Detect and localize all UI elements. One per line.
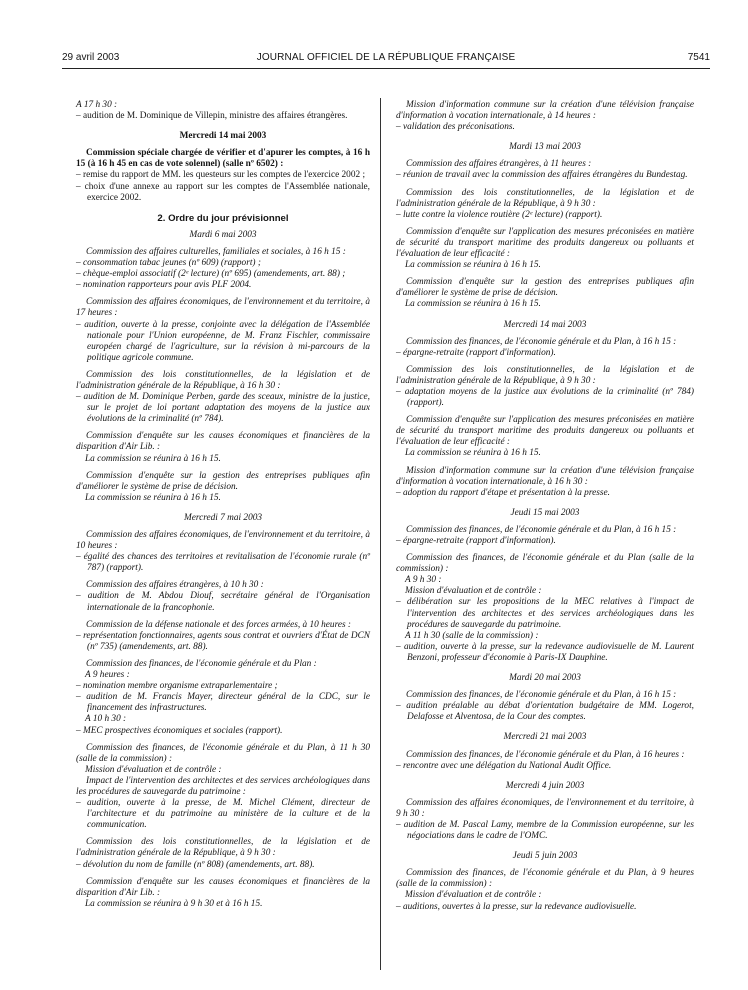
date-heading: Mercredi 21 mai 2003 bbox=[503, 732, 587, 743]
commission-entry: Commission des affaires économiques, de l'environnement et du territoire, à 10 heures : bbox=[76, 530, 370, 552]
date-heading: Mercredi 7 mai 2003 bbox=[183, 512, 263, 523]
date-heading: Jeudi 5 juin 2003 bbox=[512, 851, 578, 862]
agenda-note: La commission se réunira à 16 h 15. bbox=[405, 448, 541, 459]
agenda-item: – égalité des chances des territoires et revitalisation de l'économie rurale (nº 787) (rapport). bbox=[76, 552, 370, 574]
header-title: JOURNAL OFFICIEL DE LA RÉPUBLIQUE FRANÇAISE bbox=[256, 52, 516, 63]
mission-label: Mission d'évaluation et de contrôle : bbox=[405, 890, 542, 901]
agenda-item: – nomination membre organisme extraparlementaire ; bbox=[76, 681, 278, 692]
time-label: A 9 heures : bbox=[85, 670, 130, 681]
agenda-item: – représentation fonctionnaires, agents sous contrat et ouvriers d'État de DCN (nº 735) (amendements, art. 88). bbox=[76, 630, 370, 652]
commission-entry: Commission des finances, de l'économie générale et du Plan, à 11 h 30 (salle de la commission) : bbox=[76, 742, 370, 764]
date-heading: Mercredi 14 mai 2003 bbox=[503, 319, 587, 330]
header-date: 29 avril 2003 bbox=[62, 52, 120, 63]
date-heading: Jeudi 15 mai 2003 bbox=[510, 507, 580, 518]
agenda-item: – MEC prospectives économiques et sociales (rapport). bbox=[76, 725, 283, 736]
agenda-item: – audition de M. Francis Mayer, directeur général de la CDC, sur le financement des infrastructures. bbox=[76, 692, 370, 714]
commission-entry: Commission des finances, de l'économie générale et du Plan (salle de la commission) : bbox=[396, 553, 694, 575]
agenda-item: – dévolution du nom de famille (nº 808) (amendements, art. 88). bbox=[76, 859, 315, 870]
commission-entry: Commission d'enquête sur la gestion des entreprises publiques afin d'améliorer le système de prise de décision. bbox=[76, 470, 370, 492]
agenda-item: – audition, ouverte à la presse, de M. Michel Clément, directeur de l'architecture et du patrimoine au ministère de la culture et de la communication. bbox=[76, 798, 370, 831]
commission-entry: Commission des lois constitutionnelles, de la législation et de l'administration générale de la République, à 16 h 30 : bbox=[76, 369, 370, 391]
date-heading: Mercredi 14 mai 2003 bbox=[179, 131, 267, 142]
commission-entry: Commission des affaires culturelles, familiales et sociales, à 16 h 15 : bbox=[86, 246, 346, 257]
time-label: A 17 h 30 : bbox=[76, 100, 118, 110]
agenda-item: – lutte contre la violence routière (2ᵉ lecture) (rapport). bbox=[396, 209, 603, 220]
right-column bbox=[396, 100, 694, 913]
time-label: A 10 h 30 : bbox=[85, 714, 127, 725]
agenda-item: – audition de M. Dominique Perben, garde des sceaux, ministre de la justice, sur le projet de loi portant adaptation des moyens de la justice aux évolutions de la criminalité (nº 784). bbox=[76, 392, 370, 425]
commission-entry: Commission d'enquête sur l'application des mesures préconisées en matière de sécurité du transport maritime des produits dangereux ou polluants et l'évaluation de leur efficacité : bbox=[396, 415, 694, 448]
commission-entry: Commission spéciale chargée de vérifier et d'apurer les comptes, à 16 h 15 (à 16 h 45 en cas de vote solennel) (salle nº 6502) : bbox=[76, 148, 370, 170]
commission-entry: Commission des affaires étrangères, à 10 h 30 : bbox=[86, 580, 264, 591]
agenda-item: – auditions, ouvertes à la presse, sur la redevance audiovisuelle. bbox=[396, 901, 637, 912]
agenda-item: – adoption du rapport d'étape et présentation à la presse. bbox=[396, 487, 610, 498]
agenda-item: – épargne-retraite (rapport d'information). bbox=[396, 347, 556, 358]
commission-entry: Commission des affaires économiques, de l'environnement et du territoire, à 17 heures : bbox=[76, 297, 370, 319]
commission-entry: Mission d'information commune sur la création d'une télévision française d'information à vocation internationale, à 14 heures : bbox=[396, 100, 694, 122]
agenda-item: – remise du rapport de MM. les questeurs sur les comptes de l'exercice 2002 ; bbox=[76, 170, 366, 181]
commission-entry: Commission des finances, de l'économie générale et du Plan, à 16 h 15 : bbox=[406, 524, 677, 535]
agenda-item: – épargne-retraite (rapport d'information). bbox=[396, 536, 556, 546]
agenda-item: – audition de M. Dominique de Villepin, ministre des affaires étrangères. bbox=[76, 111, 348, 122]
agenda-item: – chèque-emploi associatif (2ᵉ lecture) (nº 695) (amendements, art. 88) ; bbox=[76, 269, 346, 280]
commission-entry: Commission des finances, de l'économie générale et du Plan, à 9 heures (salle de la commission) : bbox=[396, 868, 694, 890]
commission-entry: Commission des finances, de l'économie générale et du Plan, à 16 h 15 : bbox=[406, 690, 677, 701]
agenda-note: La commission se réunira à 16 h 15. bbox=[405, 260, 541, 271]
agenda-item: – rencontre avec une délégation du National Audit Office. bbox=[396, 760, 612, 771]
mission-topic: Impact de l'intervention des architectes et des services archéologiques dans les procédures de sauvegarde du patrimoine : bbox=[76, 775, 370, 797]
time-label: A 11 h 30 (salle de la commission) : bbox=[405, 630, 539, 641]
agenda-note: La commission se réunira à 16 h 15. bbox=[85, 453, 221, 464]
commission-entry: Commission des lois constitutionnelles, de la législation et de l'administration générale de la République, à 9 h 30 : bbox=[396, 187, 694, 209]
agenda-item: – audition, ouverte à la presse, conjointe avec la délégation de l'Assemblée nationale pour l'Union européenne, de M. Franz Fischler, commissaire européen chargé de l'agriculture, sur la révision à mi-parcours de la politique agricole commune. bbox=[76, 319, 370, 363]
header-rule bbox=[62, 68, 710, 69]
agenda-note: La commission se réunira à 9 h 30 et à 16 h 15. bbox=[85, 898, 263, 909]
time-label: A 9 h 30 : bbox=[405, 575, 442, 586]
commission-entry: Commission des lois constitutionnelles, de la législation et de l'administration générale de la République, à 9 h 30 : bbox=[396, 364, 694, 386]
commission-entry: Commission des finances, de l'économie générale et du Plan, à 16 heures : bbox=[406, 749, 685, 760]
agenda-note: La commission se réunira à 16 h 15. bbox=[405, 299, 541, 310]
agenda-item: – consommation tabac jeunes (nº 609) (rapport) ; bbox=[76, 258, 261, 269]
agenda-item: – délibération sur les propositions de la MEC relatives à l'impact de l'intervention des architectes et des services archéologiques dans les procédures de sauvegarde du patrimoine. bbox=[396, 597, 694, 630]
agenda-item: – adaptation moyens de la justice aux évolutions de la criminalité (nº 784) (rapport). bbox=[396, 386, 694, 409]
date-heading: Mardi 13 mai 2003 bbox=[509, 142, 581, 153]
column-divider bbox=[380, 98, 381, 970]
date-heading: Mardi 20 mai 2003 bbox=[509, 673, 581, 684]
page-header bbox=[62, 52, 710, 66]
date-heading: Mercredi 4 juin 2003 bbox=[505, 780, 585, 791]
agenda-item: – audition de M. Pascal Lamy, membre de la Commission européenne, sur les négociations dans le cadre de l'OMC. bbox=[396, 819, 694, 842]
agenda-item: – réunion de travail avec la commission des affaires étrangères du Bundestag. bbox=[396, 170, 688, 181]
commission-entry: Commission de la défense nationale et des forces armées, à 10 heures : bbox=[86, 619, 352, 630]
mission-label: Mission d'évaluation et de contrôle : bbox=[405, 586, 542, 597]
mission-label: Mission d'évaluation et de contrôle : bbox=[85, 764, 222, 775]
agenda-item: – validation des préconisations. bbox=[396, 122, 515, 133]
commission-entry: Commission des finances, de l'économie générale et du Plan : bbox=[86, 658, 317, 669]
commission-entry: Commission des finances, de l'économie générale et du Plan, à 16 h 15 : bbox=[406, 336, 677, 347]
commission-entry: Commission d'enquête sur les causes économiques et financières de la disparition d'Air Lib. : bbox=[76, 431, 370, 453]
left-column bbox=[76, 100, 370, 910]
commission-entry: Mission d'information commune sur la création d'une télévision française d'information à vocation internationale, à 16 h 30 : bbox=[396, 465, 694, 487]
agenda-item: – choix d'une annexe au rapport sur les comptes de l'Assemblée nationale, exercice 2002. bbox=[76, 181, 370, 203]
commission-entry: Commission des lois constitutionnelles, de la législation et de l'administration générale de la République, à 9 h 30 : bbox=[76, 837, 370, 859]
commission-entry: Commission d'enquête sur l'application des mesures préconisées en matière de sécurité du transport maritime des produits dangereux ou polluants et l'évaluation de leur efficacité : bbox=[396, 226, 694, 260]
agenda-item: – audition de M. Abdou Diouf, secrétaire général de l'Organisation internationale de la francophonie. bbox=[76, 591, 370, 613]
commission-entry: Commission d'enquête sur la gestion des entreprises publiques afin d'améliorer le système de prise de décision. bbox=[396, 277, 694, 299]
agenda-item: – audition, ouverte à la presse, sur la redevance audiovisuelle de M. Laurent Benzoni, professeur d'économie à Paris-IX Dauphine. bbox=[396, 641, 694, 663]
agenda-item: – audition préalable au débat d'orientation budgétaire de MM. Logerot, Delafosse et Alventosa, de la Cour des comptes. bbox=[396, 701, 694, 723]
agenda-item: – nomination rapporteurs pour avis PLF 2004. bbox=[76, 280, 252, 291]
commission-entry: Commission d'enquête sur les causes économiques et financières de la disparition d'Air Lib. : bbox=[76, 876, 370, 898]
commission-entry: Commission des affaires économiques, de l'environnement et du territoire, à 9 h 30 : bbox=[396, 797, 694, 819]
date-heading: Mardi 6 mai 2003 bbox=[189, 229, 257, 240]
agenda-note: La commission se réunira à 16 h 15. bbox=[85, 492, 221, 503]
section-title: 2. Ordre du jour prévisionnel bbox=[157, 212, 289, 224]
commission-entry: Commission des affaires étrangères, à 11 heures : bbox=[406, 159, 592, 170]
header-page-number: 7541 bbox=[687, 52, 710, 63]
